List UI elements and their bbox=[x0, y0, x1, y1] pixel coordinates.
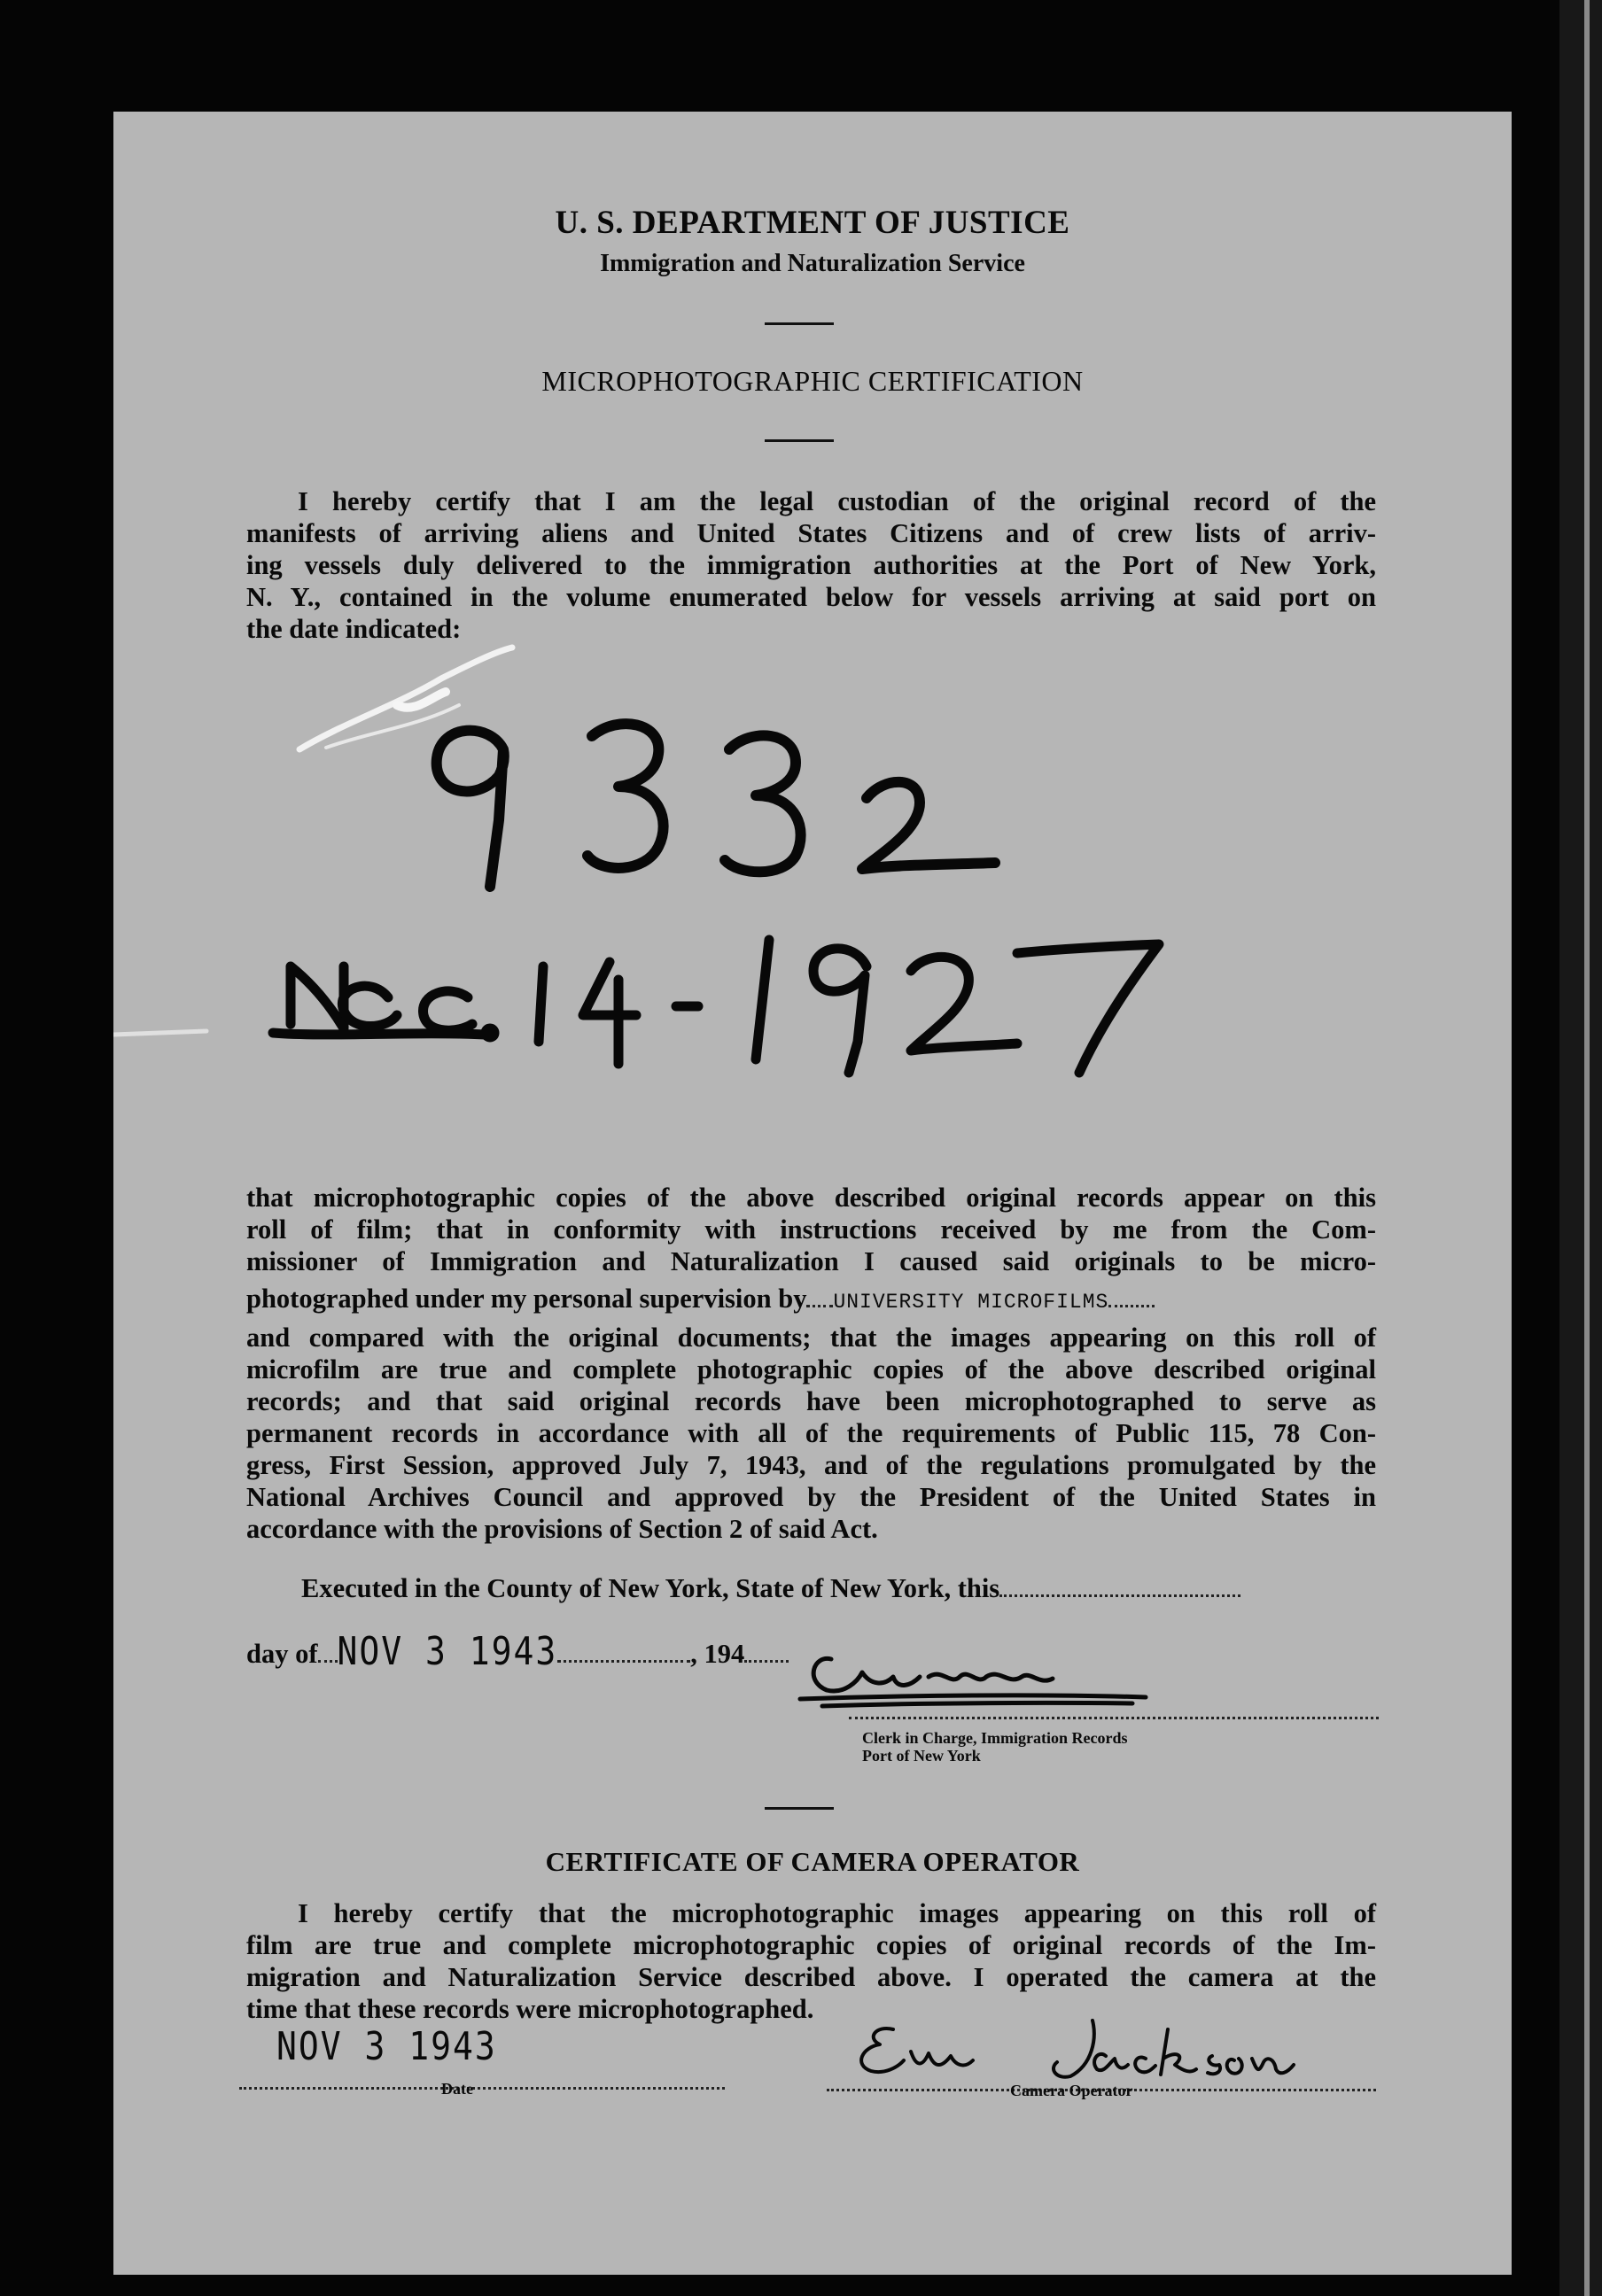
year-prefix: , 194 bbox=[690, 1639, 745, 1669]
camera-paragraph bbox=[246, 1897, 1376, 2025]
paragraph-line: I hereby certify that the microphotographic images appearing on this roll of bbox=[298, 1898, 1376, 1928]
date-label: Date bbox=[441, 2080, 473, 2098]
execution-text: Executed in the County of New York, State of New York, this bbox=[301, 1573, 1000, 1603]
paragraph-line: accordance with the provisions of Section 2 of said Act. bbox=[246, 1514, 878, 1544]
paragraph-line: microfilm are true and complete photographic copies of the above described original bbox=[246, 1354, 1376, 1385]
film-scratch bbox=[113, 1024, 211, 1045]
camera-date-stamp: NOV 3 1943 bbox=[276, 2023, 497, 2069]
form-title: MICROPHOTOGRAPHIC CERTIFICATION bbox=[541, 365, 1084, 397]
paragraph-line: gress, First Session, approved July 7, 1943, and of the regulations promulgated by the bbox=[246, 1450, 1376, 1480]
paragraph-line: I hereby certify that I am the legal custodian of the original record of the bbox=[298, 486, 1376, 516]
body-paragraph bbox=[246, 1182, 1376, 1545]
date-line-dots bbox=[239, 2067, 725, 2090]
paragraph-line: missioner of Immigration and Naturalization I caused said originals to be micro- bbox=[246, 1246, 1376, 1276]
execution-line bbox=[301, 1573, 1431, 1604]
clerk-title: Clerk in Charge, Immigration Records bbox=[862, 1729, 1128, 1747]
divider bbox=[765, 1807, 834, 1810]
camera-certificate-title: CERTIFICATE OF CAMERA OPERATOR bbox=[545, 1846, 1080, 1877]
supervision-line bbox=[246, 1283, 1376, 1318]
paragraph-line: National Archives Council and approved by the President of the United States in bbox=[246, 1482, 1376, 1512]
film-edge-strip bbox=[1584, 0, 1590, 2296]
divider bbox=[765, 322, 834, 325]
paragraph-line: time that these records were microphotographed. bbox=[246, 1994, 814, 2024]
paragraph-line: N. Y., contained in the volume enumerated below for vessels arriving at said port on bbox=[246, 582, 1376, 612]
supervision-label: photographed under my personal supervision by bbox=[246, 1284, 807, 1314]
operator-label: Camera Operator bbox=[1010, 2082, 1133, 2099]
certification-paragraph bbox=[246, 485, 1376, 645]
paragraph-line: permanent records in accordance with all of the requirements of Public 115, 78 Con- bbox=[246, 1418, 1376, 1448]
service-subheading: Immigration and Naturalization Service bbox=[600, 250, 1025, 277]
paragraph-line: the date indicated: bbox=[246, 614, 462, 644]
paragraph-line: and compared with the original documents; that the images appearing on this roll of bbox=[246, 1323, 1376, 1353]
supervision-value: UNIVERSITY MICROFILMS bbox=[833, 1291, 1109, 1314]
paragraph-line: records; and that said original records have been microphotographed to serve as bbox=[246, 1386, 1376, 1416]
paragraph-line: film are true and complete microphotographic copies of original records of the Im- bbox=[246, 1930, 1376, 1960]
certificate-page bbox=[113, 112, 1512, 2275]
handwritten-date bbox=[237, 882, 1301, 1086]
clerk-office: Port of New York bbox=[862, 1747, 981, 1765]
signature-line bbox=[849, 1697, 1379, 1719]
paragraph-line: ing vessels duly delivered to the immigration authorities at the Port of New York, bbox=[246, 550, 1376, 580]
paragraph-line: migration and Naturalization Service described above. I operated the camera at the bbox=[246, 1962, 1376, 1992]
paragraph-line: that microphotographic copies of the above described original records appear on this bbox=[246, 1183, 1376, 1213]
execution-date-stamp: NOV 3 1943 bbox=[337, 1628, 558, 1674]
divider bbox=[765, 439, 834, 442]
paragraph-line: roll of film; that in conformity with instructions received by me from the Com- bbox=[246, 1214, 1376, 1245]
handwritten-volume-number bbox=[406, 687, 1026, 900]
agency-heading: U. S. DEPARTMENT OF JUSTICE bbox=[555, 205, 1070, 241]
day-of-label: day of bbox=[246, 1639, 318, 1669]
film-edge bbox=[1559, 0, 1602, 2296]
paragraph-line: manifests of arriving aliens and United States Citizens and of crew lists of arriv- bbox=[246, 518, 1376, 548]
